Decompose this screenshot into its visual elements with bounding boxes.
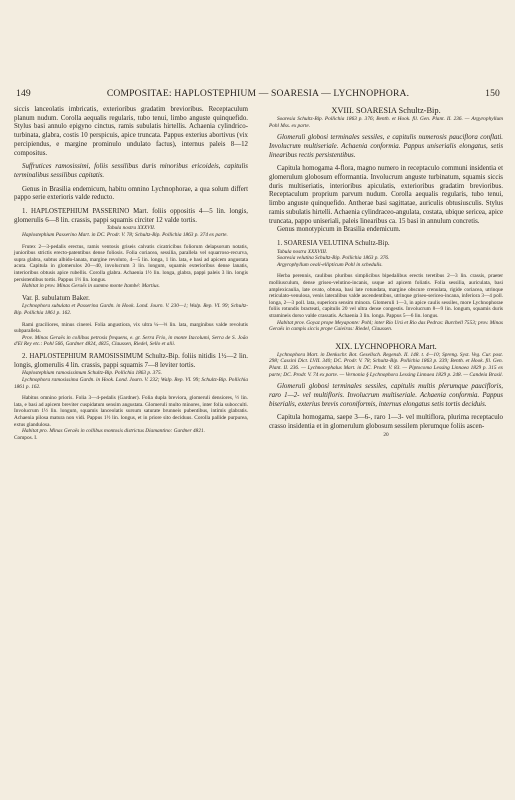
document-page xyxy=(14,86,502,726)
soaresia-plate: Tabula nostra XXXVIII. xyxy=(277,248,328,255)
genus-18-title: XVIII. SOARESIA Schultz-Bip. xyxy=(331,106,441,115)
genus-note: Genus in Brasilia endemicum, habitu omnino Lychnophorae, a qua solum differt pappo serie exterioris valde reducto. xyxy=(14,185,248,202)
signature-number: 20 xyxy=(383,431,389,438)
soaresia-synonym-1: Soaresia velutina Schultz-Bip. Pollichia 1863 p. 376. xyxy=(277,255,390,262)
species-2-description: Habitus omnino prioris. Folia 3—4-pedalis (Gardner). Folia dupla breviora, glomeruli densiores, ½ lin. lata, e basi ad apicem breviter cuspidatum sensim angustata. Glomeruli multo minores, inter folia subocculti. Involucrum 1½ lin. longum, squamis lanceolatis sursum saturate brunneis pubentibus, intimis glabratis. Achaenia pilosa matura non vidi. Pappus 1½ lin. longus, et in priore sito deciduus. Corolla pallide purpurea, extus glandulosa. xyxy=(14,395,248,428)
genus-18-diagnosis: Glomeruli globosi terminales sessiles, e capitulis numerosis pauciflora conflati. Involucrum multiseriale. Achaenia conformia. Pappus uniserialis elongatus, setis linearibus rectis persistentibus. xyxy=(269,134,503,159)
species-1-synonyms: Haplostephium Passerino Mart. in DC. Prodr. V. 78; Schultz-Bip. Pollichia 1863 p. 374 ex parte. xyxy=(22,232,228,239)
species-2-title: 2. HAPLOSTEPHIUM RAMOSISSIMUM Schultz-Bip. foliis nitidis 1½—2 lin. longis, glomerulis 4 lin. crassis, pappi squamis 7—8 leviter tortis. xyxy=(14,353,248,369)
running-header xyxy=(14,86,502,102)
species-2-synonym-2: Lychnophora ramosissima Gardn. in Hook. Lond. Journ. V. 232; Walp. Rep. VI. 99; Schultz-Bip. Pollichia 1861 p. 162. xyxy=(14,377,248,390)
species-1-description: Frutex 2—3-pedalis erectus, ramis ventosis griseis calvatis cicatricibus foliorum delapsorum notatis, junioribus strictis erecto-patentibus dense foliosis. Folia coriacea, sessilia, parallela vel squarroso-recurva, supra glabra, subtus albido-lanata, margine revoluto, 4—5 lin. longa, 1 lin. lata, e basi ad apicem angustata acuta. Capitula in glomerulos 20—40, involucrum 3 lin. longum, squamis exterioribus dense lanatis, interioribus obtusis apice rubellis. Corolla glabra. Achaenia 1½ lin. longa, glabra, pappi paleis 3 lin. longis persistentibus tortis. Pappus 1½ lin. longus. xyxy=(14,243,248,283)
species-1-plate: Tabula nostra XXXVII. xyxy=(106,225,156,232)
genus-18-synonyms: Soaresia Schultz-Bip. Pollichia 1863 p. 376; Benth. et Hook. fil. Gen. Plant. II. 236. — Argyrophyllum Pohl Mss. ex parte. xyxy=(269,116,503,129)
genus-19-diagnosis: Glomeruli globosi terminales sessiles, capitulis multis plerumque paucifloris, raro 1—2- vel multifloris. Involucrum multiseriale. Achaenia conformia. Pappus biserialis, exterius brevis coroniformis, internus elongatus setis tortis deciduis. xyxy=(269,383,503,408)
species-2-habitat: Habitat pro. Minas Geraës in collibus montosis districtus Diamantino: Gardner 4821. xyxy=(22,428,205,435)
variety-description: Rami graciliores, minus cinerei. Folia angustiora, vix ultra ¼—⅓ lin. lata, marginibus valde revolutis subparallela. xyxy=(14,321,248,335)
species-2-synonym-1: Haplostephium ramosissimum Schultz-Bip. Pollichia 1863 p. 375. xyxy=(22,370,162,377)
signature-footer: Compos. I. xyxy=(14,434,38,441)
genus-18-description: Capitula homogama 4-flora, magno numero in receptaculo communi insidentia et glomerulum globosum efformantia. Involucrum anguste turbinatum, squamis siccis duris multiseriatis, interioribus apiculatis, exterioribus gradatim brevioribus. Receptaculum proprium parvum nudum. Corolla aequalis regularis, tubo tenui, limbo anguste quinquefido. Antherae basi sagittatae, auriculis obtusiusculis. Stylus ramis subulatis hirtelli. Achaenia cylindraceo-angulata, costata, ubique sericea, apice truncata, pappo uniseriali, paleis linearibus ca. 15 basi in annulum concretis. xyxy=(269,165,503,225)
variety-title: Var. β. subulatum Baker. xyxy=(22,294,90,302)
species-1-habitat: Habitat in prov. Minas Geraës in summo monte Itambé: Martius. xyxy=(22,283,160,290)
genus-19-description: Capitula homogama, saepe 3—6-, raro 1—3- vel multiflora, plurima receptaculo crasso insidentia et in glomerulum globosum sessilem plerumque foliis ascen- xyxy=(269,414,503,430)
soaresia-habitat: Habitat prov. Goyaz prope Meyaponte: Pohl; inter Rio Urú et Rio das Pedras: Burchell 7553; prov. Minas Geraës in campis siccis prope Caieiras: Riedel, Claussen. xyxy=(269,319,503,333)
variety-synonyms: Lychnophora subulata et Passerina Gardn. in Hook. Lond. Journ. V. 230—1; Walp. Rep. VI. 99; Schultz-Bip. Pollichia 1861 p. 162. xyxy=(14,303,248,317)
genus-18-note: Genus monotypicum in Brasilia endemicum. xyxy=(277,226,401,234)
genus-19-title: XIX. LYCHNOPHORA Mart. xyxy=(335,341,437,351)
genus-19-synonyms: Lychnophora Mart. in Denkschr. Bot. Gesellsch. Regensb. II. 148. t. 4—10; Spreng. Syst. Veg. Cur. post. 298; Cassini Dict. LVII. 340; DC. Prodr. V. 78; Schultz-Bip. Pollichia 1863 p. 339; Benth. et Hook. fil. Gen. Plant. II. 236. — Lychnocephalus Mart. in DC. Prodr. V. 83. — Piptocoma Lessing Linnaea 1829 p. 315 ex parte; DC. Prodr. V. 74 ex parte. — Vernonia § Lychnophora Lessing Linnaea 1829 p. 248. — Candeia Brasil. xyxy=(269,351,503,378)
soaresia-synonym-2: Argyrophyllum ovali-ellipticum Pohl in schedulis. xyxy=(277,261,383,268)
left-column xyxy=(14,106,248,441)
page-number-right: 150 xyxy=(485,88,500,99)
soaresia-description: Herba perennis, caulibus pluribus simplicibus bipedalibus erectis teretibus 2—3 lin. crassis, praeter molliusculum, dense griseo-velutino-incanis, usque ad apicem foliatis. Folia sessilia, auriculata, basi amplexicaulia, late ovato, obtusa, basi late rotundata, margine obscure crenulata, rigide coriacea, utrinque reticulato-venulosa, venis lateralibus valde ascendentibus, utrinque griseo-sericeo-incana, inferiora 3—4 poll. longa, 2—3 poll. lata, superiora sensim minora. Glomeruli 1—3, in apice caulis sessiles, more Lychnophorae foliis rotundis bracteati, capitulis 20 vel ultra dense congestis. Involucrum 8—9 lin. longum, squamis duris stramineis dorso valde crassatis. Achaenia 3 lin. longa. Pappus 5—6 lin. longus. xyxy=(269,273,503,319)
right-column xyxy=(269,106,503,438)
running-title: COMPOSITAE: HAPLOSTEPHIUM — SOARESIA — LYCHNOPHORA. xyxy=(106,88,410,99)
genus-description: siccis lanceolatis imbricatis, exterioribus gradatim brevioribus. Receptaculum planum nudum. Corolla aequalis regularis, tubo tenui, limbo anguste quinquefido. Stylus basi annulo epigyno cinctus, ramis subulatis hirtellis. Achaenia cylindrico-turbinata, glabra, costis 10 perspicuis, apice truncata. Pappus exterius abortivus (vix percipiendus, e margine prominulo undulato factus), internus paleis 8—12 compositus. xyxy=(14,106,248,157)
habit-description: Suffrutices ramosissimi, foliis sessilibus duris minoribus ericoideis, capitulis terminalibus sessilibus capitatis. xyxy=(14,163,248,179)
variety-habitat: Prov. Minas Geraës in collibus petrosis frequens, e. gr. Serra Frio, in monte Itacolumi, Serra de S. João d'El Rey etc.: Pohl 566, Gardner 4824, 4825, Claussen, Riedel, Sello et alii. xyxy=(14,334,248,348)
page-number-left: 149 xyxy=(16,88,31,99)
soaresia-species-title: 1. SOARESIA VELUTINA Schultz-Bip. xyxy=(277,239,390,247)
species-1-title: 1. HAPLOSTEPHIUM PASSERINO Mart. foliis oppositis 4—5 lin. longis, glomerulis 6—8 lin. crassis, pappi squamis circiter 12 valde tortis. xyxy=(14,208,248,224)
